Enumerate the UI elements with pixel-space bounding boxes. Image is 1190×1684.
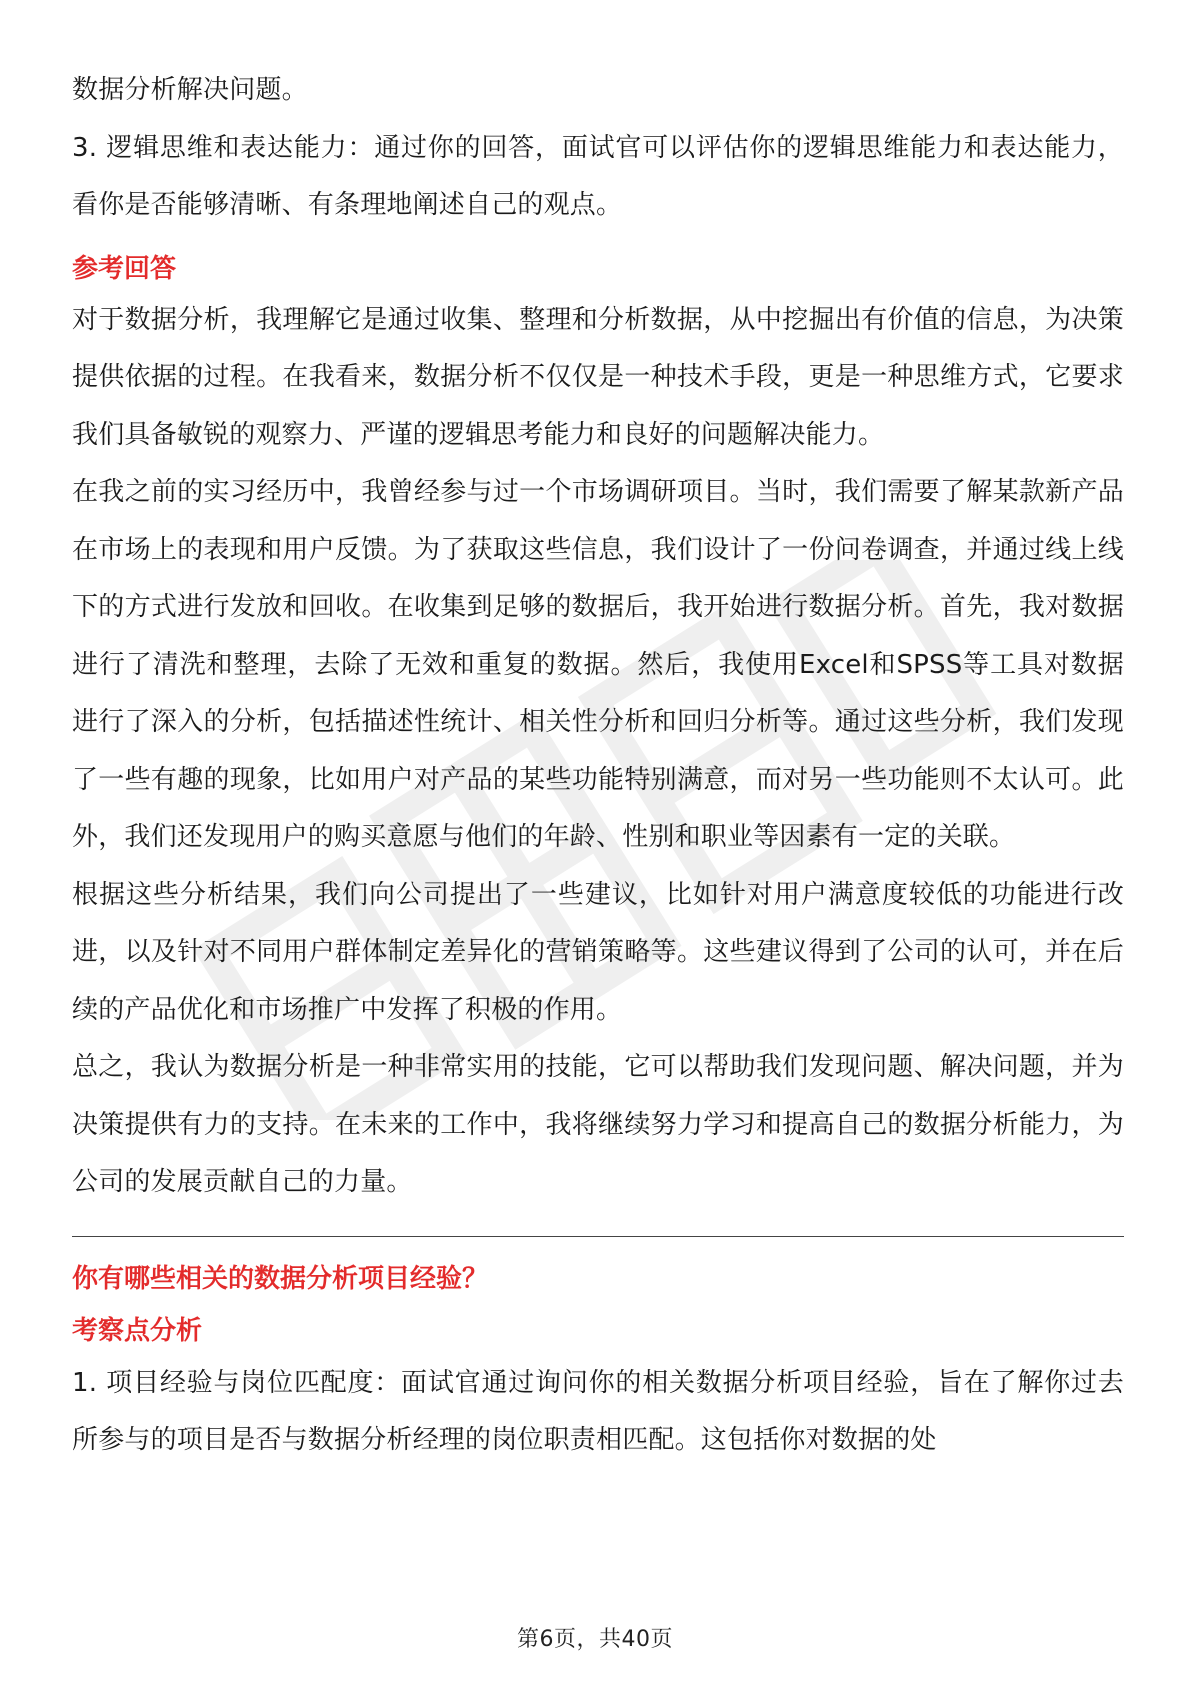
main-content [72,62,1124,1470]
paragraph-answer-internship: 在我之前的实习经历中，我曾经参与过一个市场调研项目。当时，我们需要了解某款新产品在市场上的表现和用户反馈。为了获取这些信息，我们设计了一份问卷调查，并通过线上线下的方式进行发放和回收。在收集到足够的数据后，我开始进行数据分析。首先，我对数据进行了清洗和整理，去除了无效和重复的数据。然后，我使用Excel和SPSS等工具对数据进行了深入的分析，包括描述性统计、相关性分析和回归分析等。通过这些分析，我们发现了一些有趣的现象，比如用户对产品的某些功能特别满意，而对另一些功能则不太认可。此外，我们还发现用户的购买意愿与他们的年龄、性别和职业等因素有一定的关联。 [72,477,1124,852]
heading-question: 你有哪些相关的数据分析项目经验？ [72,1263,489,1294]
paragraph-answer-understanding: 对于数据分析，我理解它是通过收集、整理和分析数据，从中挖掘出有价值的信息，为决策提供依据的过程。在我看来，数据分析不仅仅是一种技术手段，更是一种思维方式，它要求我们具备敏锐的观察力、严谨的逻辑思考能力和良好的问题解决能力。 [72,304,1124,450]
section-divider [72,1236,1124,1237]
heading-analysis: 考察点分析 [72,1315,203,1346]
paragraph-tail: 数据分析解决问题。 [72,75,308,105]
paragraph-logic-expression: 3. 逻辑思维和表达能力：通过你的回答，面试官可以评估你的逻辑思维能力和表达能力，看你是否能够清晰、有条理地阐述自己的观点。 [72,132,1124,220]
heading-reference-answer: 参考回答 [72,253,177,284]
page-number: 第6页，共40页 [517,1627,673,1652]
paragraph-answer-results: 根据这些分析结果，我们向公司提出了一些建议，比如针对用户满意度较低的功能进行改进，以及针对不同用户群体制定差异化的营销策略等。这些建议得到了公司的认可，并在后续的产品优化和市场推广中发挥了积极的作用。 [72,879,1124,1025]
paragraph-answer-summary: 总之，我认为数据分析是一种非常实用的技能，它可以帮助我们发现问题、解决问题，并为决策提供有力的支持。在未来的工作中，我将继续努力学习和提高自己的数据分析能力，为公司的发展贡献自己的力量。 [72,1052,1124,1197]
paragraph-project-match: 1. 项目经验与岗位匹配度：面试官通过询问你的相关数据分析项目经验，旨在了解你过去所参与的项目是否与数据分析经理的岗位职责相匹配。这包括你对数据的处 [72,1367,1124,1455]
